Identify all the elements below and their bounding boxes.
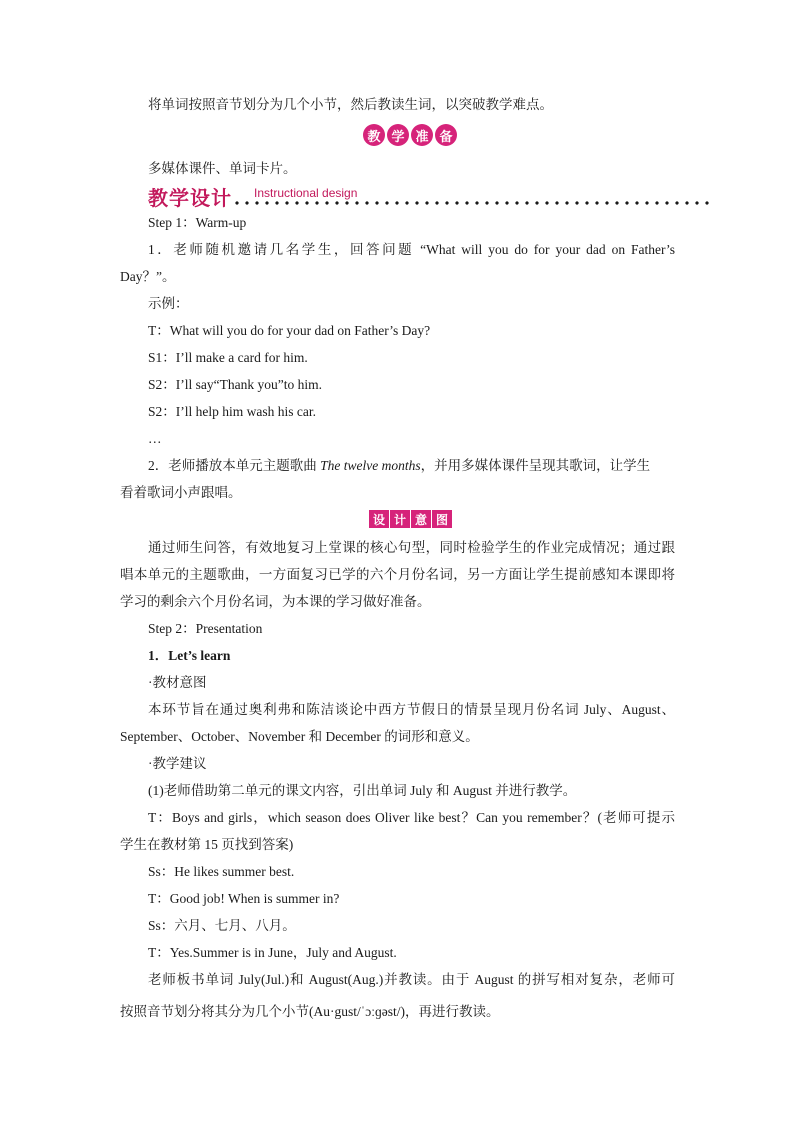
- paragraph-line: 多媒体课件、单词卡片。: [148, 161, 297, 176]
- paragraph-line: 本环节旨在通过奥利弗和陈洁谈论中西方节假日的情景呈现月份名词 July、August、: [148, 702, 675, 717]
- paragraph-line: 学生在教材第 15 页找到答案): [120, 837, 294, 852]
- paragraph-line: (1)老师借助第二单元的课文内容，引出单词 July 和 August 并进行教学。: [148, 783, 577, 798]
- dialogue-line: Ss：He likes summer best.: [148, 864, 295, 879]
- paragraph-line: ·教学建议: [148, 756, 207, 771]
- paragraph-line: 示例：: [148, 296, 189, 311]
- paragraph-line: 老师板书单词 July(Jul.)和 August(Aug.)并教读。由于 August 的拼写相对复杂，老师可: [148, 972, 675, 987]
- paragraph-line: September、October、November 和 December 的词形和意义。: [120, 729, 479, 744]
- paragraph-line: ·教材意图: [148, 675, 207, 690]
- heading-teaching-preparation: [363, 124, 457, 146]
- dialogue-line: S2：I’ll say“Thank you”to him.: [148, 377, 322, 392]
- song-title: The twelve months: [320, 458, 421, 473]
- paragraph-line: 1．老师随机邀请几名学生，回答问题 “What will you do for your dad on Father’s: [148, 242, 675, 257]
- paragraph-line: 将单词按照音节划分为几个小节，然后教读生词，以突破教学难点。: [148, 97, 553, 112]
- badge-char: 设: [369, 510, 389, 528]
- dialogue-line: T：Boys and girls，which season does Oliver like best？Can you remember？(老师可提示: [148, 810, 675, 825]
- badge-char: 图: [432, 510, 452, 528]
- dialogue-line: S2：I’ll help him wash his car.: [148, 404, 316, 419]
- paragraph-line: 通过师生问答，有效地复习上堂课的核心句型，同时检验学生的作业完成情况；通过跟: [148, 540, 675, 555]
- heading-char: 准: [411, 124, 433, 146]
- text-span: ，并用多媒体课件呈现其歌词，让学生: [420, 458, 651, 473]
- heading-char: 学: [387, 124, 409, 146]
- dialogue-line: T：What will you do for your dad on Father’s Day?: [148, 323, 431, 338]
- ellipsis-line: …: [148, 431, 162, 446]
- paragraph-line: 看着歌词小声跟唱。: [120, 485, 242, 500]
- badge-design-intent: [369, 510, 452, 528]
- badge-char: 意: [411, 510, 431, 528]
- heading-char: 备: [435, 124, 457, 146]
- step-heading: Step 1：Warm-up: [148, 215, 247, 230]
- paragraph-line: [148, 452, 675, 479]
- subsection-heading: 1．Let’s learn: [148, 648, 231, 663]
- badge-char: 计: [390, 510, 410, 528]
- paragraph-line: 学习的剩余六个月份名词，为本课的学习做好准备。: [120, 594, 431, 609]
- paragraph-line: 按照音节划分将其分为几个小节(Au·gust/ˈɔːɡəst/)，再进行教读。: [120, 1004, 500, 1019]
- section-subtitle: Instructional design: [254, 186, 358, 200]
- dialogue-line: S1：I’ll make a card for him.: [148, 350, 308, 365]
- paragraph-line: 唱本单元的主题歌曲，一方面复习已学的六个月份名词，另一方面让学生提前感知本课即将: [120, 567, 675, 582]
- step-heading: Step 2：Presentation: [148, 621, 263, 636]
- dotted-divider: [232, 200, 710, 206]
- dialogue-line: T：Yes.Summer is in June，July and August.: [148, 945, 397, 960]
- heading-char: 教: [363, 124, 385, 146]
- text-span: 2．老师播放本单元主题歌曲: [148, 458, 321, 473]
- section-title: 教学设计: [148, 186, 232, 210]
- paragraph-line: Day？”。: [120, 269, 176, 284]
- dialogue-line: T：Good job! When is summer in?: [148, 891, 340, 906]
- dialogue-line: Ss：六月、七月、八月。: [148, 918, 296, 933]
